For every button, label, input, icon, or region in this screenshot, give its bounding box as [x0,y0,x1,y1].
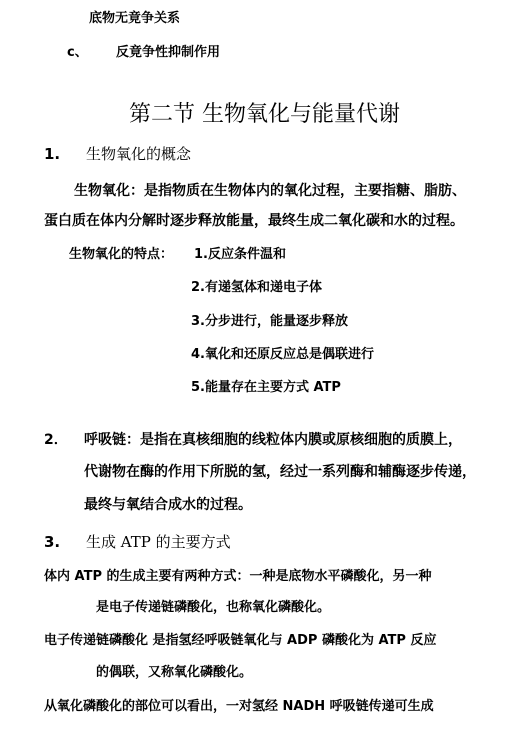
paragraph-line: 电子传递链磷酸化 是指氢经呼吸链氧化与 ADP 磷酸化为 ATP 反应 [44,633,437,648]
paragraph-line: 是电子传递链磷酸化，也称氧化磷酸化。 [96,600,331,615]
section-number: 2． [44,432,68,448]
paragraph-line: 蛋白质在体内分解时逐步释放能量，最终生成二氧化碳和水的过程。 [44,213,464,229]
feature-item: 2.有递氢体和递电子体 [191,280,322,295]
section-number: 1. [44,145,61,163]
features-label: 生物氧化的特点： [69,247,174,262]
paragraph-line: 代谢物在酶的作用下所脱的氢，经过一系列酶和辅酶逐步传递， [84,464,476,480]
feature-item: 1.反应条件温和 [194,247,286,262]
list-marker: c、 [67,45,88,60]
paragraph-line: 最终与氧结合成水的过程。 [84,497,252,513]
feature-item: 4.氧化和还原反应总是偶联进行 [191,347,374,362]
section-heading: 生物氧化的概念 [86,145,192,163]
paragraph-line: 呼吸链：是指在真核细胞的线粒体内膜或原核细胞的质膜上， [84,432,462,448]
text-line: 底物无竟争关系 [89,11,181,26]
paragraph-line: 体内 ATP 的生成主要有两种方式：一种是底物水平磷酸化，另一种 [44,569,432,584]
section-number: 3. [44,533,61,551]
feature-item: 3.分步进行，能量逐步释放 [191,314,348,329]
paragraph-line: 生物氧化：是指物质在生物体内的氧化过程，主要指糖、脂肪、 [74,183,466,199]
feature-item: 5.能量存在主要方式 ATP [191,380,341,395]
paragraph-line: 从氧化磷酸化的部位可以看出，一对氢经 NADH 呼吸链传递可生成 [44,699,434,714]
section-title: 第二节 生物氧化与能量代谢 [129,102,400,127]
paragraph-line: 的偶联，又称氧化磷酸化。 [96,665,253,680]
text-line: 反竟争性抑制作用 [116,45,221,60]
section-heading: 生成 ATP 的主要方式 [86,533,231,551]
